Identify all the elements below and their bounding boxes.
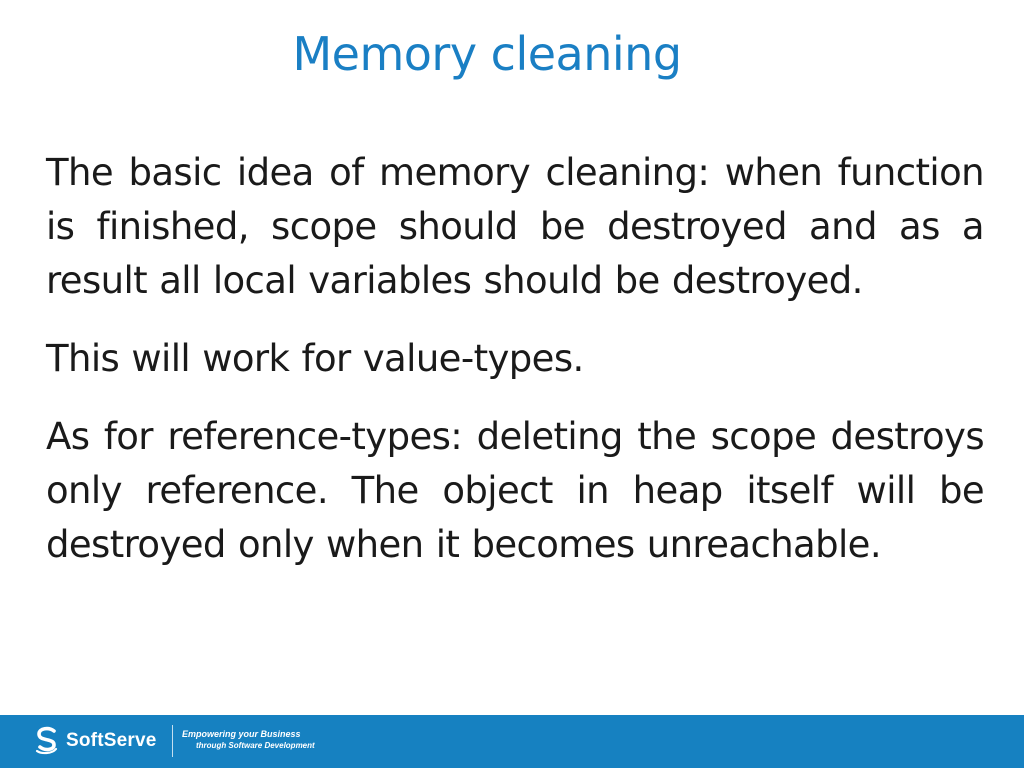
footer-bar: [0, 715, 1024, 768]
tagline-line-2: through Software Development: [196, 741, 315, 750]
slide-title: Memory cleaning: [292, 27, 682, 81]
softserve-s-logo-icon: [34, 726, 60, 756]
tagline: [182, 728, 315, 752]
slide-body: [46, 146, 984, 572]
tagline-line-1: Empowering your Business: [182, 729, 301, 739]
paragraph-memory-cleaning-idea: The basic idea of memory cleaning: when function is finished, scope should be destroyed and as a result all local variables should be destroyed.: [46, 151, 984, 302]
softserve-logo: [34, 724, 157, 758]
paragraph-reference-types: As for reference-types: deleting the scope destroys only reference. The object in heap itself will be destroyed only when it becomes unreachable.: [46, 415, 984, 566]
footer-divider: [172, 725, 173, 757]
paragraph-value-types: This will work for value-types.: [46, 337, 584, 380]
brand-name: SoftServe: [66, 730, 157, 751]
